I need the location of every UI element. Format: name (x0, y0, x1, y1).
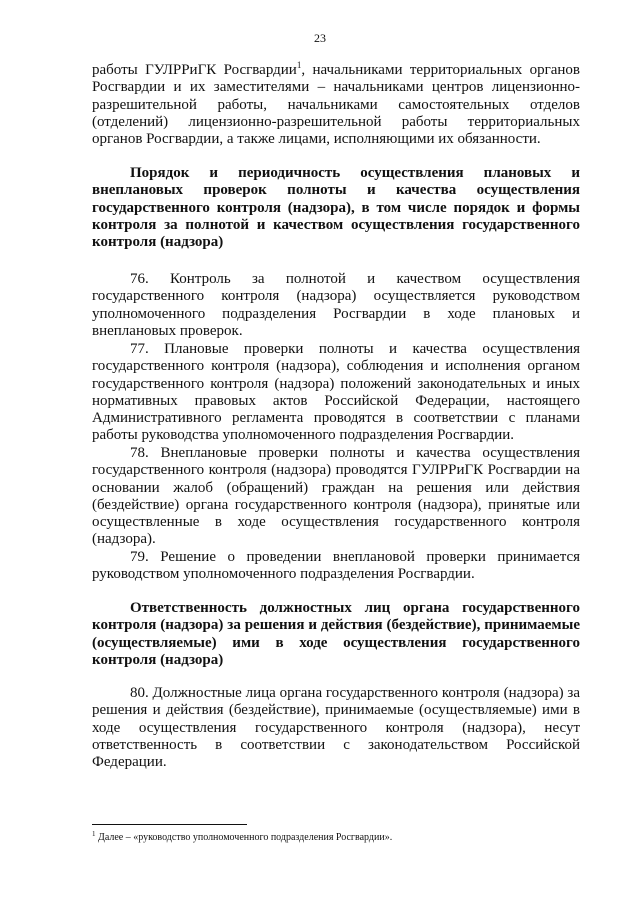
paragraph-79: 79. Решение о проведении внеплановой проверки принимается руководством уполномоченного подразделения Росгвардии. (92, 549, 580, 583)
page-number: 23 (314, 31, 326, 45)
paragraph-78: 78. Внеплановые проверки полноты и качества осуществления государственного контроля (надзора) проводятся ГУЛРРиГК Росгвардии на основании жалоб (обращений) граждан на решения или действия (бездействие) органа государственного контроля (надзора), принятые или осуществленные в ходе осуществления государственного контроля (надзора). (92, 445, 580, 548)
section-heading-control-procedure: Порядок и периодичность осуществления плановых и внеплановых проверок полноты и качества осуществления государственного контроля (надзора), в том числе порядок и формы контроля за полнотой и качеством осуществления государственного контроля (надзора) (92, 165, 580, 251)
footnote-text: Далее – «руководство уполномоченного подразделения Росгвардии». (95, 832, 393, 843)
footnote (92, 832, 582, 844)
intro-text-rest: , начальниками территориальных органов Росгвардии и их заместителями – начальниками центров лицензионно-разрешительной работы, начальниками самостоятельных отделов (отделений) лицензионно-разрешительной работы территориальных органов Росгвардии, а также лицами, исполняющими их обязанности. (92, 62, 580, 148)
paragraph-80: 80. Должностные лица органа государственного контроля (надзора) за решения и действия (бездействие), принимаемые (осуществляемые) ими в ходе осуществления государственного контроля (надзора), несут ответственность в соответствии с законодательством Российской Федерации. (92, 685, 580, 771)
section-heading-responsibility: Ответственность должностных лиц органа государственного контроля (надзора) за решения и действия (бездействие), принимаемые (осуществляемые) ими в ходе осуществления государственного контроля (надзора) (92, 600, 580, 668)
intro-paragraph (92, 62, 580, 148)
footnote-reference: 1 (296, 60, 302, 70)
paragraph-77: 77. Плановые проверки полноты и качества осуществления государственного контроля (надзора), соблюдения и исполнения органом государственного контроля (надзора) положений законодательных и иных нормативных правовых актов Российской Федерации, настоящего Административного регламента проводятся в соответствии с планами работы руководства уполномоченного подразделения Росгвардии. (92, 341, 580, 444)
footnote-divider (92, 824, 247, 825)
paragraph-76: 76. Контроль за полнотой и качеством осуществления государственного контроля (надзора) осуществляется руководством уполномоченного подразделения Росгвардии в ходе плановых и внеплановых проверок. (92, 271, 580, 339)
footnote-number: 1 (92, 830, 96, 838)
intro-text-start: работы ГУЛРРиГК Росгвардии (92, 62, 297, 78)
